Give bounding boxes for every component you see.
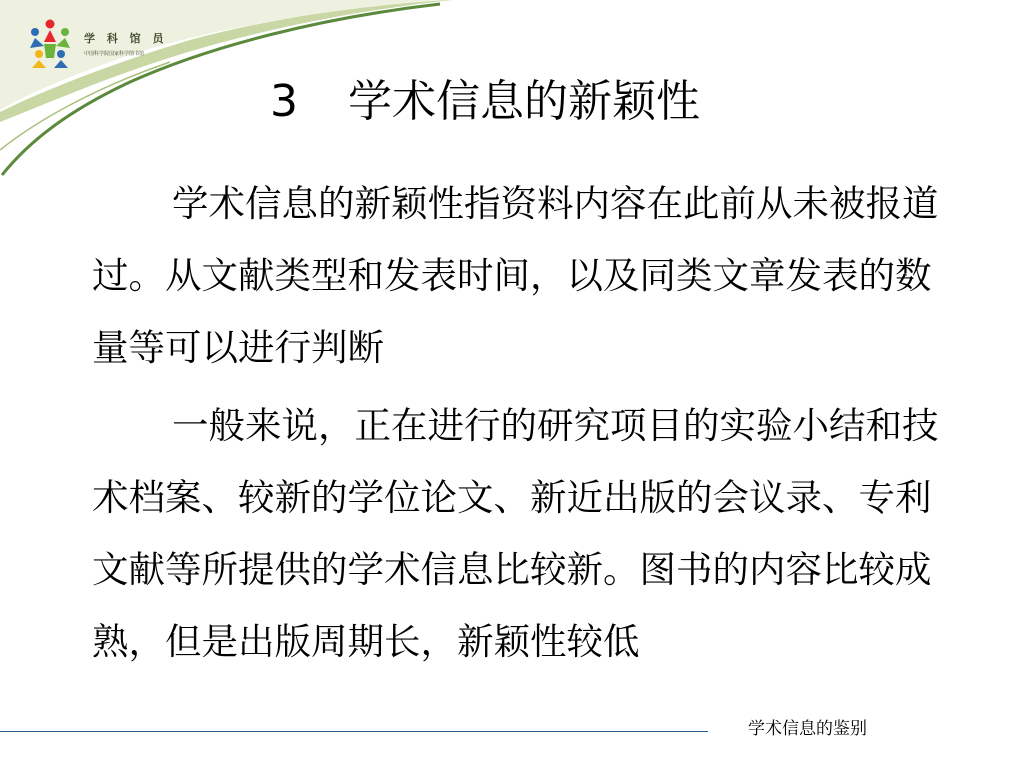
title-number: 3: [270, 76, 298, 127]
paragraph-general: 一般来说，正在进行的研究项目的实验小结和技术档案、较新的学位论文、新近出版的会议录、专利文献等所提供的学术信息比较新。图书的内容比较成熟，但是出版周期长，新颖性较低: [92, 404, 939, 663]
paragraph-definition: 学术信息的新颖性指资料内容在此前从未被报道过。从文献类型和发表时间，以及同类文章发表的数量等可以进行判断: [92, 182, 939, 369]
slide-title: [270, 72, 700, 132]
logo-subtitle: 中国科学院国家科学图书馆: [84, 51, 145, 57]
logo-people-icon: [26, 18, 74, 68]
logo-name: 学 科 馆 员: [84, 32, 168, 45]
footer-caption: 学术信息的鉴别: [748, 719, 867, 739]
slide-body: [92, 168, 942, 678]
footer-divider: [0, 731, 708, 732]
title-text: 学术信息的新颖性: [348, 76, 700, 127]
logo: [26, 18, 176, 68]
